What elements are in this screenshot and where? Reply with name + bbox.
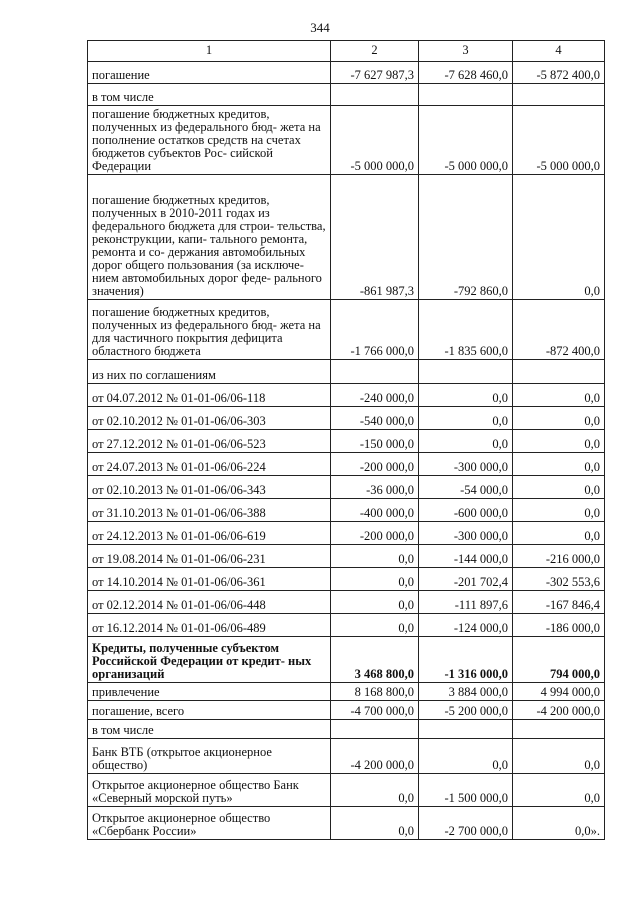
value-col-4: 0,0 (513, 453, 605, 476)
table-row (88, 545, 605, 568)
table-row (88, 522, 605, 545)
value-col-2: -240 000,0 (331, 384, 419, 407)
column-header-3: 3 (419, 41, 513, 62)
value-col-4: -4 200 000,0 (513, 701, 605, 720)
value-col-2: 0,0 (331, 614, 419, 637)
value-col-4: -186 000,0 (513, 614, 605, 637)
value-col-4: 0,0 (513, 175, 605, 300)
value-col-3: -5 000 000,0 (419, 106, 513, 175)
value-col-4 (513, 84, 605, 106)
value-col-4: 794 000,0 (513, 637, 605, 683)
row-label: от 24.07.2013 № 01-01-06/06-224 (88, 453, 331, 476)
row-label: Банк ВТБ (открытое акционерное общество) (88, 739, 331, 774)
row-label: привлечение (88, 683, 331, 701)
budget-table (87, 40, 605, 840)
value-col-4: 0,0 (513, 774, 605, 807)
table-row (88, 739, 605, 774)
table-row (88, 701, 605, 720)
value-col-2: 0,0 (331, 545, 419, 568)
value-col-2: -4 200 000,0 (331, 739, 419, 774)
table-row (88, 175, 605, 300)
value-col-4: 0,0 (513, 476, 605, 499)
value-col-3: -1 835 600,0 (419, 300, 513, 360)
value-col-3: -201 702,4 (419, 568, 513, 591)
value-col-4: 0,0 (513, 499, 605, 522)
value-col-2: -7 627 987,3 (331, 62, 419, 84)
row-label: погашение, всего (88, 701, 331, 720)
value-col-4: 0,0 (513, 522, 605, 545)
value-col-4: -5 872 400,0 (513, 62, 605, 84)
row-label: от 02.10.2012 № 01-01-06/06-303 (88, 407, 331, 430)
value-col-4: 0,0». (513, 807, 605, 840)
row-label: погашение бюджетных кредитов, полученных из федерального бюд- жета на пополнение остатков средств на счетах бюджетов субъектов Рос- сийской Федерации (88, 106, 331, 175)
table-row (88, 360, 605, 384)
column-header-4: 4 (513, 41, 605, 62)
value-col-3: 0,0 (419, 739, 513, 774)
value-col-4: -216 000,0 (513, 545, 605, 568)
value-col-4: 0,0 (513, 384, 605, 407)
table-body (88, 62, 605, 840)
table-row (88, 807, 605, 840)
table-row (88, 568, 605, 591)
value-col-3: -5 200 000,0 (419, 701, 513, 720)
value-col-2 (331, 84, 419, 106)
row-label: от 24.12.2013 № 01-01-06/06-619 (88, 522, 331, 545)
table-row (88, 637, 605, 683)
row-label: Открытое акционерное общество Банк «Северный морской путь» (88, 774, 331, 807)
value-col-2: -1 766 000,0 (331, 300, 419, 360)
row-label: Кредиты, полученные субъектом Российской Федерации от кредит- ных организаций (88, 637, 331, 683)
value-col-2: -200 000,0 (331, 522, 419, 545)
table-header-row (88, 41, 605, 62)
column-header-1: 1 (88, 41, 331, 62)
value-col-4: -5 000 000,0 (513, 106, 605, 175)
value-col-3 (419, 84, 513, 106)
value-col-2: -200 000,0 (331, 453, 419, 476)
row-label: из них по соглашениям (88, 360, 331, 384)
row-label: от 04.07.2012 № 01-01-06/06-118 (88, 384, 331, 407)
value-col-2: 0,0 (331, 591, 419, 614)
value-col-3: -124 000,0 (419, 614, 513, 637)
page-number: 344 (310, 20, 330, 35)
value-col-3: 0,0 (419, 407, 513, 430)
value-col-3: -1 316 000,0 (419, 637, 513, 683)
value-col-3: -300 000,0 (419, 453, 513, 476)
value-col-2: -861 987,3 (331, 175, 419, 300)
row-label: от 02.10.2013 № 01-01-06/06-343 (88, 476, 331, 499)
row-label: от 16.12.2014 № 01-01-06/06-489 (88, 614, 331, 637)
value-col-4 (513, 360, 605, 384)
row-label: в том числе (88, 84, 331, 106)
table-row (88, 430, 605, 453)
row-label: Открытое акционерное общество «Сбербанк России» (88, 807, 331, 840)
value-col-4: 4 994 000,0 (513, 683, 605, 701)
value-col-4: 0,0 (513, 430, 605, 453)
row-label: от 14.10.2014 № 01-01-06/06-361 (88, 568, 331, 591)
row-label: от 27.12.2012 № 01-01-06/06-523 (88, 430, 331, 453)
table-row (88, 106, 605, 175)
column-header-2: 2 (331, 41, 419, 62)
value-col-3: -54 000,0 (419, 476, 513, 499)
table-row (88, 499, 605, 522)
value-col-3: -144 000,0 (419, 545, 513, 568)
value-col-2: 0,0 (331, 568, 419, 591)
row-label: от 19.08.2014 № 01-01-06/06-231 (88, 545, 331, 568)
table-row (88, 62, 605, 84)
value-col-3 (419, 360, 513, 384)
row-label: от 31.10.2013 № 01-01-06/06-388 (88, 499, 331, 522)
table-row (88, 720, 605, 739)
table-row (88, 384, 605, 407)
table-row (88, 774, 605, 807)
value-col-3: -792 860,0 (419, 175, 513, 300)
value-col-2: -5 000 000,0 (331, 106, 419, 175)
value-col-2: -4 700 000,0 (331, 701, 419, 720)
value-col-3: -1 500 000,0 (419, 774, 513, 807)
table-row (88, 614, 605, 637)
table-row (88, 591, 605, 614)
value-col-4: -302 553,6 (513, 568, 605, 591)
value-col-3: -600 000,0 (419, 499, 513, 522)
value-col-2: 0,0 (331, 807, 419, 840)
value-col-2: -400 000,0 (331, 499, 419, 522)
table-row (88, 407, 605, 430)
value-col-2: -150 000,0 (331, 430, 419, 453)
row-label: погашение бюджетных кредитов, полученных в 2010-2011 годах из федерального бюджета для строи- тельства, реконструкции, капи- тального ремонта, ремонта и со- держания автомобильных дорог общего пользования (за исключе- нием автомобильных дорог феде- рального значения) (88, 175, 331, 300)
value-col-4 (513, 720, 605, 739)
value-col-2: 8 168 800,0 (331, 683, 419, 701)
table-row (88, 300, 605, 360)
value-col-4: 0,0 (513, 407, 605, 430)
value-col-3: -7 628 460,0 (419, 62, 513, 84)
row-label: от 02.12.2014 № 01-01-06/06-448 (88, 591, 331, 614)
value-col-4: -167 846,4 (513, 591, 605, 614)
value-col-4: -872 400,0 (513, 300, 605, 360)
value-col-2 (331, 360, 419, 384)
value-col-3: -2 700 000,0 (419, 807, 513, 840)
table-row (88, 476, 605, 499)
row-label: в том числе (88, 720, 331, 739)
value-col-3: 3 884 000,0 (419, 683, 513, 701)
value-col-3 (419, 720, 513, 739)
table-row (88, 453, 605, 476)
row-label: погашение (88, 62, 331, 84)
row-label: погашение бюджетных кредитов, полученных из федерального бюд- жета на для частичного покрытия дефицита областного бюджета (88, 300, 331, 360)
table-row (88, 683, 605, 701)
table-row (88, 84, 605, 106)
value-col-3: -111 897,6 (419, 591, 513, 614)
value-col-3: 0,0 (419, 384, 513, 407)
value-col-2 (331, 720, 419, 739)
value-col-4: 0,0 (513, 739, 605, 774)
value-col-2: -36 000,0 (331, 476, 419, 499)
value-col-3: -300 000,0 (419, 522, 513, 545)
value-col-2: 0,0 (331, 774, 419, 807)
value-col-2: -540 000,0 (331, 407, 419, 430)
value-col-2: 3 468 800,0 (331, 637, 419, 683)
value-col-3: 0,0 (419, 430, 513, 453)
